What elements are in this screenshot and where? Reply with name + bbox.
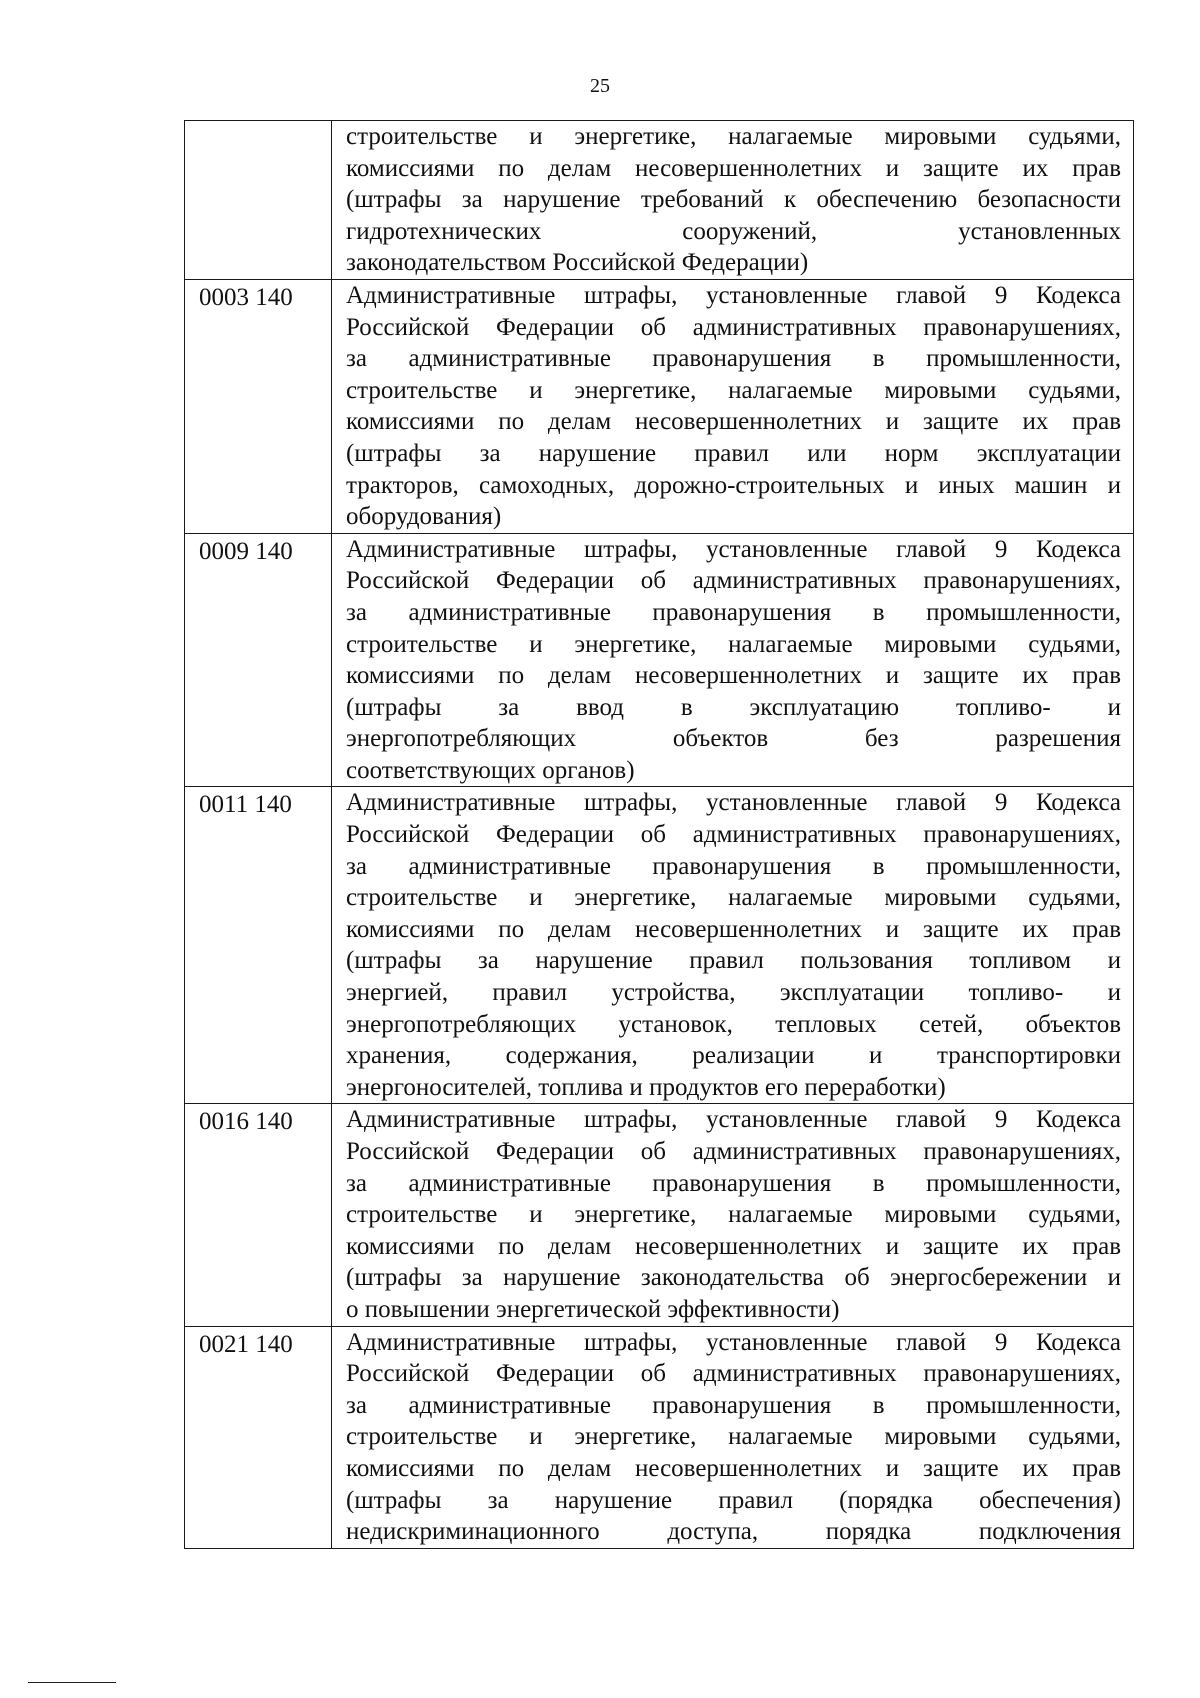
description-line: строительстве и энергетике, налагаемые мировыми судьями, bbox=[346, 884, 1121, 912]
description-line: энергоносителей, топлива и продуктов его переработки) bbox=[346, 1073, 946, 1101]
description-line: (штрафы за ввод в эксплуатацию топливо- и bbox=[346, 693, 1121, 721]
description-line: Российской Федерации об административных правонарушениях, bbox=[346, 1138, 1121, 1165]
description-line: комиссиями по делам несовершеннолетних и защите их прав bbox=[346, 1454, 1121, 1482]
description-line: за административные правонарушения в промышленности, bbox=[346, 345, 1121, 373]
budget-code-cell bbox=[185, 121, 332, 280]
budget-code-cell: 0009 140 bbox=[185, 533, 332, 787]
fines-table bbox=[184, 120, 1134, 1549]
description-cell bbox=[332, 121, 1134, 280]
description-line: за административные правонарушения в промышленности, bbox=[346, 1169, 1121, 1197]
description-line: Российской Федерации об административных правонарушениях, bbox=[346, 821, 1121, 849]
description-cell bbox=[332, 279, 1134, 533]
table-row bbox=[185, 787, 1134, 1104]
description-line: оборудования) bbox=[346, 503, 502, 531]
description-line: Административные штрафы, установленные главой 9 Кодекса bbox=[346, 1328, 1121, 1356]
budget-code-cell: 0021 140 bbox=[185, 1326, 332, 1548]
table-row bbox=[185, 533, 1134, 787]
description-line: (штрафы за нарушение требований к обеспечению безопасности bbox=[346, 186, 1121, 214]
description-line: за административные правонарушения в промышленности, bbox=[346, 598, 1121, 626]
description-line: Административные штрафы, установленные главой 9 Кодекса bbox=[346, 1106, 1121, 1134]
footnote-rule bbox=[28, 1682, 116, 1683]
budget-code-cell: 0011 140 bbox=[185, 787, 332, 1104]
fines-table-body bbox=[185, 121, 1134, 1549]
description-line: законодательством Российской Федерации) bbox=[346, 249, 809, 277]
description-line: о повышении энергетической эффективности) bbox=[346, 1295, 840, 1323]
description-line: Российской Федерации об административных правонарушениях, bbox=[346, 567, 1121, 595]
description-line: хранения, содержания, реализации и транспортировки bbox=[346, 1042, 1121, 1070]
description-line: строительстве и энергетике, налагаемые мировыми судьями, bbox=[346, 376, 1121, 404]
table-row bbox=[185, 279, 1134, 533]
description-line: за административные правонарушения в промышленности, bbox=[346, 852, 1121, 880]
description-line: энергопотребляющих установок, тепловых сетей, объектов bbox=[346, 1010, 1121, 1038]
description-line: строительстве и энергетике, налагаемые мировыми судьями, bbox=[346, 123, 1121, 150]
description-line: строительстве и энергетике, налагаемые мировыми судьями, bbox=[346, 1201, 1121, 1229]
description-line: комиссиями по делам несовершеннолетних и защите их прав bbox=[346, 1232, 1121, 1260]
description-line: строительстве и энергетике, налагаемые мировыми судьями, bbox=[346, 630, 1121, 658]
description-line: комиссиями по делам несовершеннолетних и защите их прав bbox=[346, 154, 1121, 182]
description-line: Административные штрафы, установленные главой 9 Кодекса bbox=[346, 789, 1121, 817]
description-line: Российской Федерации об административных правонарушениях, bbox=[346, 313, 1121, 341]
description-cell bbox=[332, 1104, 1134, 1326]
budget-code-cell: 0016 140 bbox=[185, 1104, 332, 1326]
description-line: гидротехнических сооружений, установленных bbox=[346, 217, 1121, 245]
description-line: Административные штрафы, установленные главой 9 Кодекса bbox=[346, 535, 1121, 563]
description-line: (штрафы за нарушение правил (порядка обеспечения) bbox=[346, 1486, 1121, 1514]
table-row bbox=[185, 1104, 1134, 1326]
budget-code-cell: 0003 140 bbox=[185, 279, 332, 533]
table-row bbox=[185, 121, 1134, 280]
description-line: строительстве и энергетике, налагаемые мировыми судьями, bbox=[346, 1423, 1121, 1451]
description-line: (штрафы за нарушение правил пользования топливом и bbox=[346, 947, 1121, 975]
description-line: комиссиями по делам несовершеннолетних и защите их прав bbox=[346, 915, 1121, 943]
description-line: недискриминационного доступа, порядка подключения bbox=[346, 1518, 1121, 1546]
description-line: энергопотребляющих объектов без разрешения bbox=[346, 725, 1121, 753]
description-line: тракторов, самоходных, дорожно-строительных и иных машин и bbox=[346, 471, 1121, 499]
description-cell bbox=[332, 533, 1134, 787]
description-line: энергией, правил устройства, эксплуатации топливо- и bbox=[346, 979, 1121, 1007]
description-cell bbox=[332, 787, 1134, 1104]
description-line: комиссиями по делам несовершеннолетних и защите их прав bbox=[346, 662, 1121, 690]
description-line: за административные правонарушения в промышленности, bbox=[346, 1391, 1121, 1419]
page-number: 25 bbox=[590, 75, 610, 97]
description-line: Административные штрафы, установленные главой 9 Кодекса bbox=[346, 281, 1121, 309]
description-line: соответствующих органов) bbox=[346, 756, 635, 784]
description-line: комиссиями по делам несовершеннолетних и защите их прав bbox=[346, 408, 1121, 436]
description-line: (штрафы за нарушение законодательства об энергосбережении и bbox=[346, 1264, 1121, 1292]
description-cell bbox=[332, 1326, 1134, 1548]
description-line: (штрафы за нарушение правил или норм эксплуатации bbox=[346, 439, 1121, 467]
description-line: Российской Федерации об административных правонарушениях, bbox=[346, 1360, 1121, 1388]
table-row bbox=[185, 1326, 1134, 1548]
